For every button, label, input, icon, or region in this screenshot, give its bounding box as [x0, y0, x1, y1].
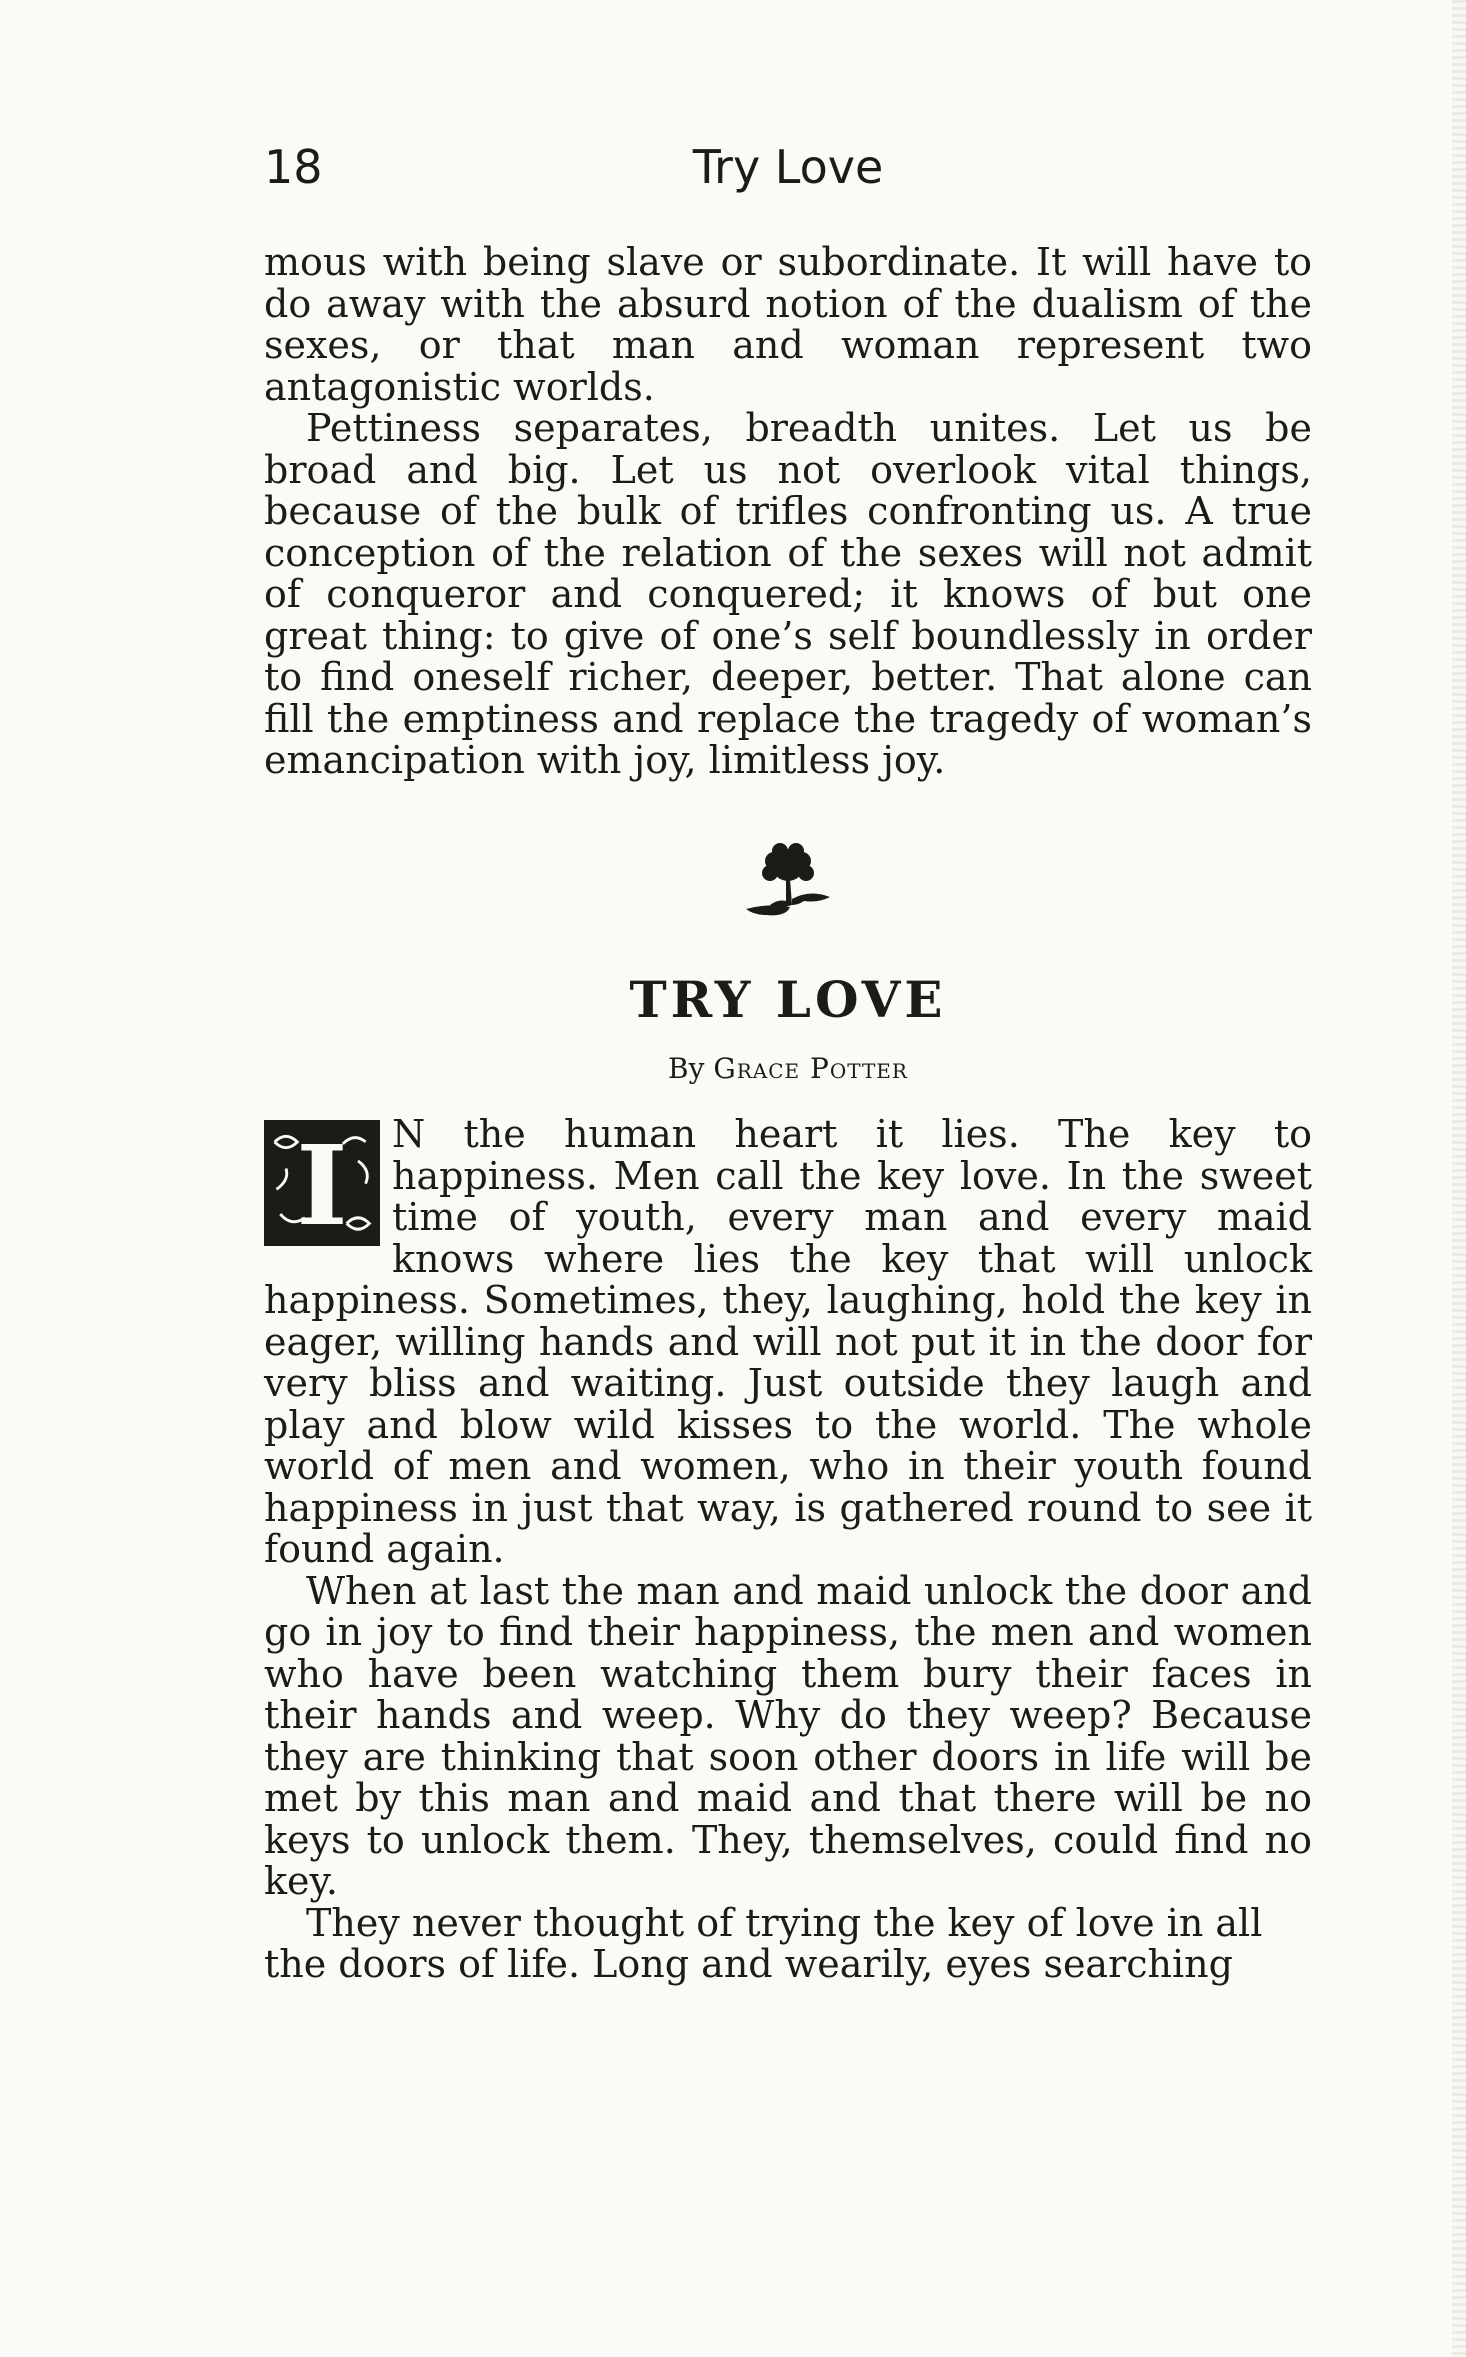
author-name: Grace Potter: [713, 1052, 908, 1085]
drop-cap: [264, 1120, 380, 1250]
article-body: [264, 1114, 1312, 1986]
byline: [264, 1052, 1312, 1085]
running-title: Try Love: [692, 140, 884, 194]
paragraph: N the human heart it lies. The key to happiness. Men call the key love. In the sweet time of youth, every man and every maid knows where lies the key that will unlock happiness. Sometimes, they, laughing, hold the key in eager, willing hands and will not put it in the door for very bliss and waiting. Just outside they laugh and play and blow wild kisses to the world. The whole world of men and women, who in their youth found happiness in just that way, is gathered round to see it found again.: [264, 1112, 1312, 1571]
section-intro: [264, 242, 1312, 782]
page-edge: [1452, 0, 1466, 2357]
paragraph: mous with being slave or subordinate. It will have to do away with the absurd notion of the dualism of the sexes, or that man and woman represent two antagonistic worlds.: [264, 240, 1312, 409]
paragraph: They never thought of trying the key of love in all the doors of life. Long and wearily, eyes searching: [264, 1900, 1263, 1986]
drop-cap-letter: I: [296, 1121, 348, 1250]
article-title: TRY LOVE: [629, 970, 947, 1029]
paragraph: Pettiness separates, breadth unites. Let us be broad and big. Let us not overlook vital things, because of the bulk of trifles confronting us. A true conception of the relation of the sexes will not admit of conqueror and conquered; it knows of but one great thing: to give of one’s self boundlessly in order to find oneself richer, deeper, better. That alone can fill the emptiness and replace the tragedy of woman’s emancipation with joy, limitless joy.: [264, 406, 1312, 782]
byline-prefix: By: [668, 1052, 705, 1085]
running-head: [264, 140, 1312, 200]
page-number: 18: [264, 140, 323, 194]
paragraph: When at last the man and maid unlock the door and go in joy to find their happiness, the men and women who have been watching them bury their faces in their hands and weep. Why do they weep? Because they are thinking that soon other doors in life will be met by this man and maid and that there will be no keys to unlock them. They, themselves, could find no key.: [264, 1568, 1312, 1903]
flower-ornament-icon: [740, 843, 836, 923]
